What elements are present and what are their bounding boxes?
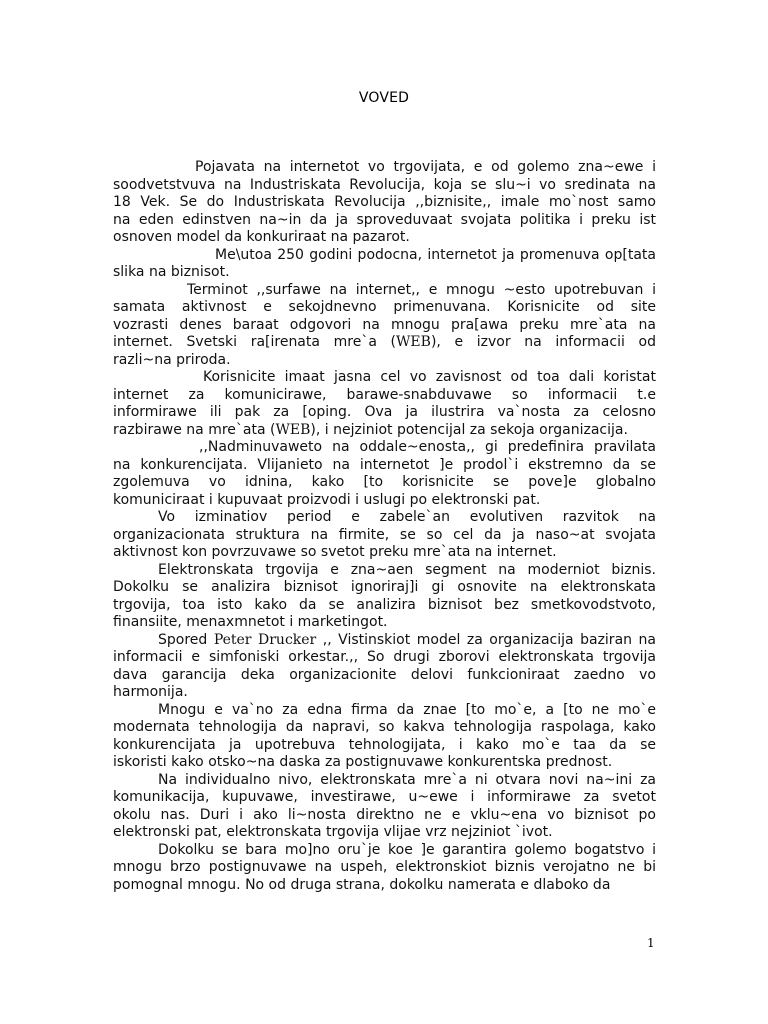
- text-line: ,,Nadminuvaweto na oddale~enosta,, gi predefinira pravilata: [199, 439, 656, 455]
- text-line: razbirawe na mre`ata (WEB), i nejziniot potencijal za sekoja organizacija.: [113, 421, 628, 438]
- text-line: Dokolku se analizira biznisot ignoriraj]i gi osnovite na elektronskata: [113, 579, 656, 595]
- text-line: internet. Svetski ra[irenata mre`a (WEB), e izvor na informacii od: [113, 334, 656, 350]
- serif-term: Peter Drucker: [213, 631, 317, 648]
- text-line: slika na biznisot.: [113, 264, 230, 280]
- text-line: pomognal mnogu. No od druga strana, dokolku namerata e dlaboko da: [113, 876, 611, 893]
- text-line: soodvetstvuva na Industriskata Revolucija, koja se slu~i vo sredinata na: [113, 176, 656, 193]
- text-line: na eden edinstven na~in da ja sproveduvaat svojata politika i preku ist: [113, 211, 656, 228]
- serif-term: WEB: [275, 421, 311, 438]
- text-line: razli~na priroda.: [113, 351, 231, 368]
- text-line: informirawe ili pak za [oping. Ova ja ilustrira va`nosta za celosno: [113, 404, 656, 420]
- paragraph: [113, 842, 656, 895]
- paragraph: [113, 282, 656, 370]
- text-line: konkurencijata ja upotrebuva tehnologijata, i kako mo`e taa da se: [113, 736, 656, 753]
- text-line: informacii e simfoniski orkestar.,, So drugi zborovi elektronskata trgovija: [113, 649, 656, 665]
- text-line: harmonija.: [113, 684, 188, 700]
- text-line: Vo izminatiov period e zabele`an evolutiven razvitok na: [158, 509, 656, 525]
- text-line: aktivnost kon povrzuvawe so svetot preku mre`ata na internet.: [113, 544, 557, 560]
- text-line: Mnogu e va`no za edna firma da znae [to mo`e, a [to ne mo`e: [158, 701, 656, 718]
- paragraph: [113, 702, 656, 772]
- text-line: trgovija, toa isto kako da se analizira biznisot bez smetkovodstvoto,: [113, 596, 656, 613]
- text-line: Pojavata na internetot vo trgovijata, e od golemo zna~ewe i: [195, 159, 656, 175]
- text-line: Spored Peter Drucker ,, Vistinskiot model za organizacija baziran na: [158, 631, 656, 648]
- text-line: mnogu brzo postignuvawe na uspeh, elektronskiot biznis verojatno ne bi: [113, 859, 656, 875]
- text-line: okolu nas. Duri i ako li~nosta direktno ne e vklu~ena vo biznisot po: [113, 806, 656, 823]
- text-line: Me\utoa 250 godini podocna, internetot ja promenuva op[tata: [215, 246, 656, 263]
- text-line: modernata tehnologija da napravi, so kakva tehnologija raspolaga, kako: [113, 719, 656, 735]
- text-line: Korisnicite imaat jasna cel vo zavisnost od toa dali koristat: [203, 369, 656, 385]
- text-line: samata aktivnost e sekojdnevno primenuvana. Korisnicite od site: [113, 299, 656, 315]
- text-line: osnoven model da konkuriraat na pazarot.: [113, 229, 410, 245]
- paragraph: [113, 632, 656, 702]
- text-line: organizacionata struktura na firmite, se so cel da ja naso~at svojata: [113, 526, 656, 543]
- text-line: zgolemuva vo idnina, kako [to korisnicite se pove]e globalno: [113, 474, 656, 490]
- page-number: 1: [647, 936, 655, 950]
- text-line: Elektronskata trgovija e zna~aen segment na moderniot biznis.: [158, 561, 656, 578]
- paragraph: [113, 772, 656, 842]
- paragraph: [113, 439, 656, 509]
- text-line: Dokolku se bara mo]no oru`je koe ]e garantira golemo bogatstvo i: [158, 841, 656, 858]
- paragraph: [113, 509, 656, 562]
- text-line: dava garancija deka organizacionite delovi funkcioniraat zaedno vo: [113, 666, 656, 683]
- text-line: Na individualno nivo, elektronskata mre`a ni otvara novi na~ini za: [158, 771, 656, 788]
- text-line: internet za komunicirawe, barawe-snabduvawe so informacii t.e: [113, 386, 656, 403]
- text-line: komunikacija, kupuvawe, investirawe, u~ewe i informirawe za svetot: [113, 789, 656, 805]
- paragraph: [113, 369, 656, 439]
- text-line: Terminot ,,surfawe na internet,, e mnogu ~esto upotrebuvan i: [187, 281, 656, 298]
- text-line: iskoristi kako otsko~na daska za postignuvawe konkurentska prednost.: [113, 754, 613, 770]
- text-line: vozrasti denes baraat odgovori na mnogu pra[awa preku mre`ata na: [113, 316, 656, 333]
- text-line: finansiite, menaxmnetot i marketingot.: [113, 614, 388, 630]
- text-line: komuniciraat i kupuvaat proizvodi i uslugi po elektronski pat.: [113, 491, 541, 508]
- text-line: elektronski pat, elektronskata trgovija vlijae vrz nejziniot `ivot.: [113, 824, 553, 840]
- paragraph: [113, 159, 656, 247]
- paragraph: [113, 562, 656, 632]
- serif-term: WEB: [396, 334, 431, 350]
- text-line: na konkurencijata. Vlijanieto na internetot ]e prodol`i ekstremno da se: [113, 456, 656, 473]
- paragraph: [113, 247, 656, 282]
- page-title: VOVED: [358, 90, 410, 106]
- document-body: [113, 159, 656, 894]
- text-line: 18 Vek. Se do Industriskata Revolucija ,,biznisite,, imale mo`nost samo: [113, 194, 656, 210]
